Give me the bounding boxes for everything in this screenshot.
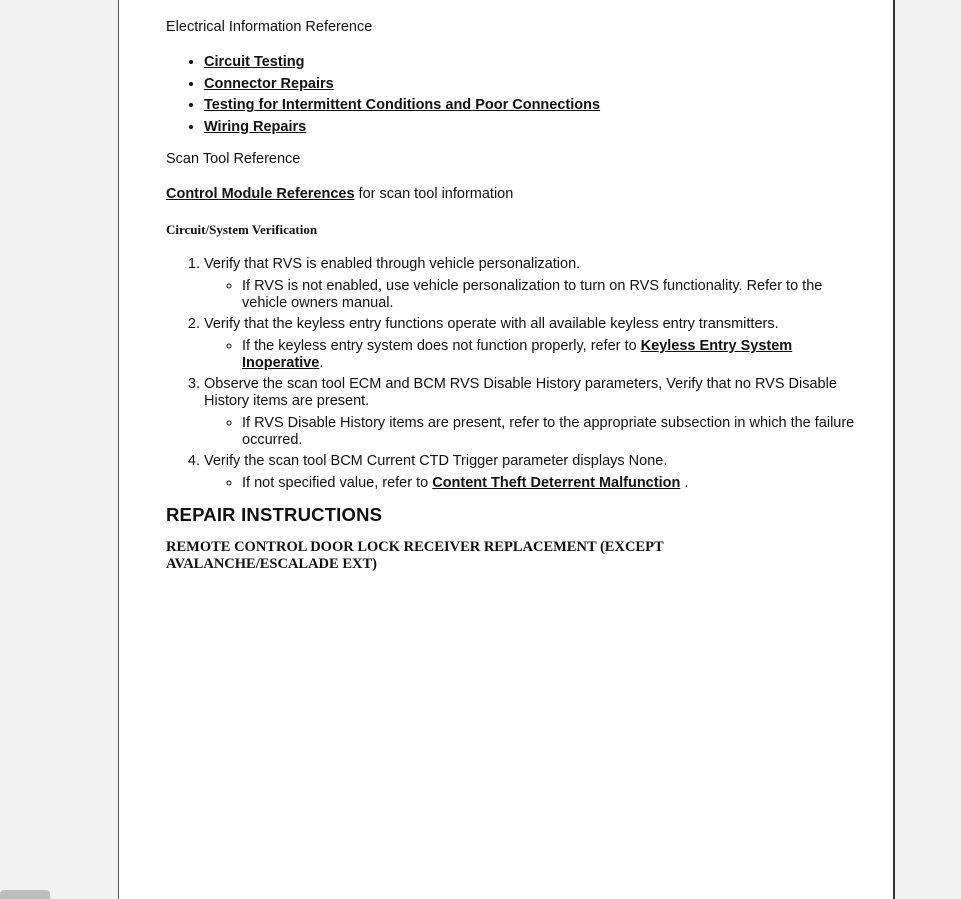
electrical-reference-list [166,54,856,136]
step-text: Verify the scan tool BCM Current CTD Trigger parameter displays None. [204,453,668,469]
wiring-repairs-link[interactable]: Wiring Repairs [204,118,307,135]
step-sub-list [204,338,856,372]
step-text: Observe the scan tool ECM and BCM RVS Disable History parameters, Verify that no RVS Disable History items are present. [204,376,837,409]
scrollbar-thumb[interactable] [0,890,50,899]
sub-suffix: . [680,475,689,491]
step-item [204,316,856,372]
verification-steps [166,256,856,492]
scan-tool-reference-line [166,186,856,203]
connector-repairs-link[interactable]: Connector Repairs [204,75,334,92]
sub-item: ◦ If RVS Disable History items are present, refer to the appropriate subsection in which the failure occurred. [242,415,856,449]
repair-subheading: REMOTE CONTROL DOOR LOCK RECEIVER REPLACEMENT (EXCEPT AVALANCHE/ESCALADE EXT) [166,539,664,572]
list-item [204,54,856,72]
sub-item: ◦ If RVS is not enabled, use vehicle personalization to turn on RVS functionality. Refer to the vehicle owners manual. [242,278,856,312]
list-item [204,76,856,94]
keyless-entry-inoperative-link[interactable]: Keyless Entry System Inoperative [242,338,793,371]
document-page [118,0,895,899]
step-text: Verify that RVS is enabled through vehicle personalization. [204,256,581,272]
circuit-testing-link[interactable]: Circuit Testing [204,54,305,70]
step-item [204,256,856,312]
sub-text: If not specified value, refer to [242,475,433,491]
list-item [204,119,856,137]
scan-tool-suffix: for scan tool information [354,186,514,202]
sub-text: If the keyless entry system does not function properly, refer to [242,338,641,354]
step-item [204,453,856,492]
step-sub-list [204,278,856,312]
repair-instructions-heading: REPAIR INSTRUCTIONS [166,504,383,525]
electrical-reference-title: Electrical Information Reference [166,19,373,35]
list-item [204,97,856,115]
intermittent-conditions-link[interactable]: Testing for Intermittent Conditions and Poor Connections [204,97,601,113]
step-item [204,376,856,449]
sub-suffix: . [319,355,324,371]
step-sub-list [204,415,856,449]
step-sub-list [204,475,856,492]
sub-item [242,338,856,372]
verification-heading: Circuit/System Verification [166,222,318,237]
content-theft-deterrent-link[interactable]: Content Theft Deterrent Malfunction [432,475,681,491]
sub-item [242,475,856,492]
scan-tool-reference-title: Scan Tool Reference [166,151,301,167]
control-module-references-link[interactable]: Control Module References [166,186,355,202]
document-content [166,0,856,573]
step-text: Verify that the keyless entry functions operate with all available keyless entry transmitters. [204,316,779,332]
